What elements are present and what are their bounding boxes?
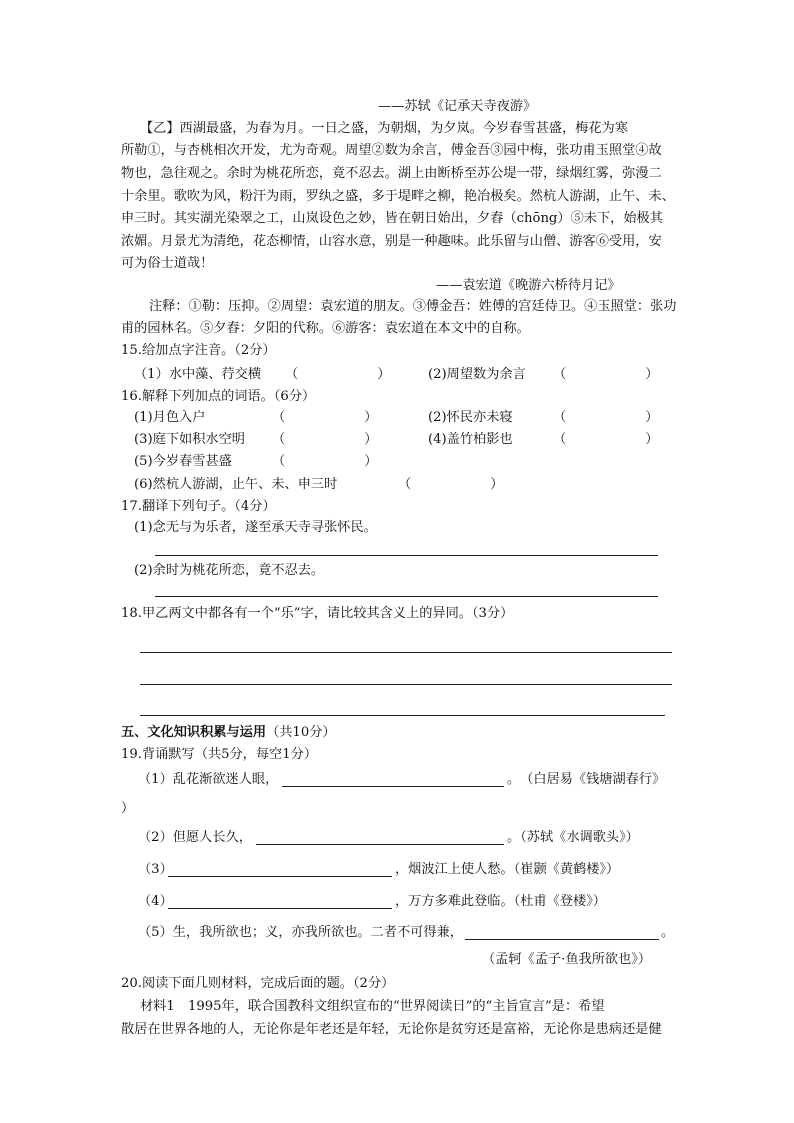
q15-item-2: (2)周望数为余言 xyxy=(428,367,526,382)
q19-blank-4[interactable] xyxy=(168,908,392,909)
q15-answer-2[interactable]: （ ） xyxy=(553,367,659,382)
q19-line-5-source: （孟轲《孟子·鱼我所欲也》） xyxy=(482,952,652,967)
q19-title: 19.背诵默写（共5分，每空1分） xyxy=(121,747,318,762)
q16-item-1: (1)月色入户 xyxy=(134,410,206,425)
q18-title: 18.甲乙两文中都各有一个“乐”字，请比较其含义上的异同。（3分） xyxy=(121,606,514,621)
q15-answer-1[interactable]: （ ） xyxy=(285,367,391,382)
q19-blank-2[interactable] xyxy=(256,844,504,845)
q19-line-5-prompt: （5）生，我所欲也；义，亦我所欲也。二者不可得兼， xyxy=(138,925,463,940)
passage-b-line: 物也，急往观之。余时为桃花所恋，竟不忍去。湖上由断桥至苏公堤一带，绿烟红雾，弥漫二 xyxy=(121,166,662,181)
q16-item-6: (6)然杭人游湖，止午、未、申三时 xyxy=(134,477,338,492)
q16-item-4: (4)盖竹柏影也 xyxy=(428,432,513,447)
q17-answer-line-2[interactable] xyxy=(155,596,658,597)
q19-blank-5[interactable] xyxy=(465,939,659,940)
q20-title: 20.阅读下面几则材料，完成后面的题。（2分） xyxy=(121,976,395,991)
q19-line-1-source: 。 （白居易《钱塘湖春行》 xyxy=(507,772,666,787)
q16-answer-5[interactable]: （ ） xyxy=(272,454,378,469)
q15-title: 15.给加点字注音。（2分） xyxy=(121,343,276,358)
passage-b-line: 所勒①，与杏桃相次开发，尤为奇观。周望②数为余言，傅金吾③园中梅，张功甫玉照堂④故 xyxy=(121,143,662,158)
q16-answer-2[interactable]: （ ） xyxy=(553,410,659,425)
section-5-heading xyxy=(121,723,336,743)
q17-answer-line-1[interactable] xyxy=(155,555,658,556)
passage-b-line: 可为俗士道哉！ xyxy=(121,256,214,271)
notes-line: 甫的园林名。⑤夕舂：夕阳的代称。⑥游客：袁宏道在本文中的自称。 xyxy=(121,321,530,336)
passage-b-attribution: ——袁宏道《晚游六桥待月记》 xyxy=(436,278,621,293)
section-5-title: 五、文化知识积累与运用 xyxy=(121,725,267,740)
q19-line-3-num: （3） xyxy=(138,862,173,877)
q19-line-5-end: 。 xyxy=(661,925,675,940)
q16-title: 16.解释下列加点的词语。（6分） xyxy=(121,389,316,404)
q15-item-1: （1）水中藻、荇交横 xyxy=(134,367,262,382)
q18-answer-line-3[interactable] xyxy=(140,715,665,716)
q19-line-1-prompt: （1）乱花渐欲迷人眼， xyxy=(138,772,279,787)
passage-b-line: 十余里。歌吹为风，粉汗为雨，罗纨之盛，多于堤畔之柳，艳冶极矣。然杭人游湖，止午、未、 xyxy=(121,189,675,204)
q16-answer-3[interactable]: （ ） xyxy=(272,432,378,447)
q19-line-3-text: ，烟波江上使人愁。（崔颢《黄鹤楼》） xyxy=(395,862,620,877)
q16-answer-4[interactable]: （ ） xyxy=(553,432,659,447)
q16-answer-1[interactable]: （ ） xyxy=(272,410,378,425)
q20-material-1-line-1: 材料1 1995年，联合国教科文组织宣布的“世界阅读日”的“主旨宣言”是：希望 xyxy=(140,999,605,1014)
passage-b-line: 申三时。其实湖光染翠之工，山岚设色之妙，皆在朝日始出，夕舂（chōng）⑤未下，始极其 xyxy=(121,211,663,226)
q19-line-1-source-end: ） xyxy=(121,801,135,816)
q19-line-2-prompt: （2）但愿人长久， xyxy=(138,830,252,845)
notes-line: 注释：①勒：压抑。②周望：袁宏道的朋友。③傅金吾：姓傅的宫廷侍卫。④玉照堂：张功 xyxy=(149,299,677,314)
q17-sentence-1: (1)念无与为乐者，遂至承天寺寻张怀民。 xyxy=(134,520,377,535)
passage-a-attribution: ——苏轼《记承天寺夜游》 xyxy=(378,99,537,114)
passage-b-line: 浓媚。月景尤为清绝，花态柳情，山容水意，别是一种趣味。此乐留与山僧、游客⑥受用，安 xyxy=(121,234,662,249)
section-5-score: （共10分） xyxy=(266,725,336,740)
passage-b-line: 【乙】西湖最盛，为春为月。一日之盛，为朝烟，为夕岚。今岁春雪甚盛，梅花为寒 xyxy=(140,121,628,136)
q20-material-1-line-2: 散居在世界各地的人，无论你是年老还是年轻，无论你是贫穷还是富裕，无论你是患病还是健 xyxy=(121,1022,662,1037)
q16-item-2: (2)怀民亦未寝 xyxy=(428,410,513,425)
q16-answer-6[interactable]: （ ） xyxy=(398,477,504,492)
q18-answer-line-1[interactable] xyxy=(140,652,672,653)
q19-line-2-source: 。（苏轼《水调歌头》） xyxy=(507,830,639,845)
q18-answer-line-2[interactable] xyxy=(140,684,672,685)
q19-blank-3[interactable] xyxy=(168,876,392,877)
q16-item-5: (5)今岁春雪甚盛 xyxy=(134,454,232,469)
q19-line-4-num: （4） xyxy=(138,894,173,909)
q19-line-4-text: ，万方多难此登临。（杜甫《登楼》） xyxy=(395,894,606,909)
q19-blank-1[interactable] xyxy=(282,786,504,787)
q16-item-3: (3)庭下如积水空明 xyxy=(134,432,245,447)
q17-sentence-2: (2)余时为桃花所恋，竟不忍去。 xyxy=(134,563,325,578)
q17-title: 17.翻译下列句子。（4分） xyxy=(121,499,276,514)
